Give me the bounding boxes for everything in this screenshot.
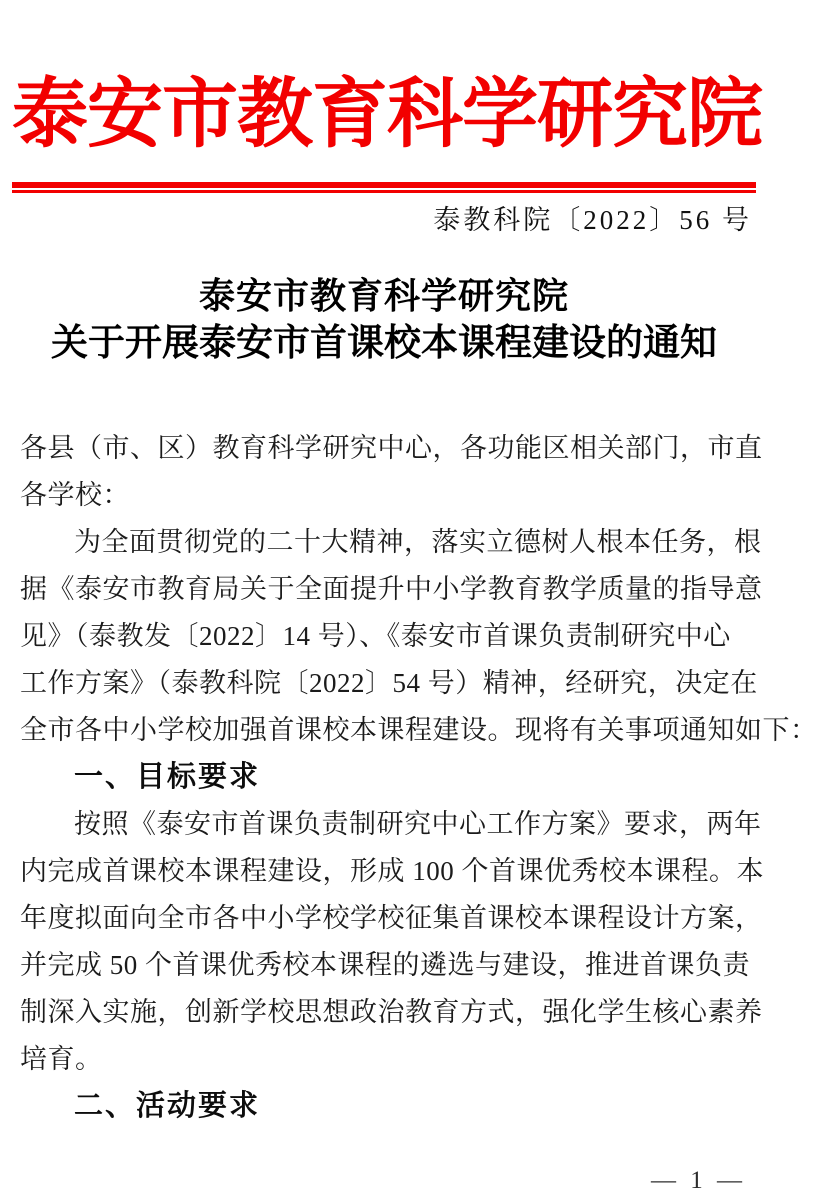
document-reference-number: 泰教科院〔2022〕56 号 [433,205,752,235]
document-title [20,272,748,368]
body-line: 为全面贯彻党的二十大精神，落实立德树人根本任务，根 [74,527,762,557]
body-line: 工作方案》（泰教科院〔2022〕54 号）精神，经研究，决定在 [20,668,758,698]
page-number: — 1 — [651,1167,746,1194]
body-line: 各学校： [20,480,130,510]
body-line: 见》（泰教发〔2022〕14 号）、《泰安市首课负责制研究中心 [20,621,731,651]
red-divider-thin-bar [12,190,756,193]
section-heading-2: 二、活动要求 [74,1090,261,1122]
section-heading-1: 一、目标要求 [74,761,261,793]
body-line: 全市各中小学校加强首课校本课程建设。现将有关事项通知如下： [20,715,818,745]
red-divider [12,182,756,193]
document-body [20,425,818,1130]
document-title-line1: 泰安市教育科学研究院 [198,276,569,316]
body-line: 并完成 50 个首课优秀校本课程的遴选与建设，推进首课负责 [20,950,750,980]
body-line: 制深入实施，创新学校思想政治教育方式，强化学生核心素养 [20,997,763,1027]
body-line: 培育。 [20,1044,103,1074]
letterhead-org-name: 泰安市教育科学研究院 [12,73,762,157]
body-line: 据《泰安市教育局关于全面提升中小学教育教学质量的指导意 [20,574,763,604]
document-title-line2: 关于开展泰安市首课校本课程建设的通知 [51,323,717,364]
body-line: 年度拟面向全市各中小学校学校征集首课校本课程设计方案， [20,903,763,933]
body-line: 内完成首课校本课程建设，形成 100 个首课优秀校本课程。本 [20,856,764,886]
body-line: 按照《泰安市首课负责制研究中心工作方案》要求，两年 [74,809,762,839]
body-line: 各县（市、区）教育科学研究中心，各功能区相关部门，市直 [20,433,763,463]
